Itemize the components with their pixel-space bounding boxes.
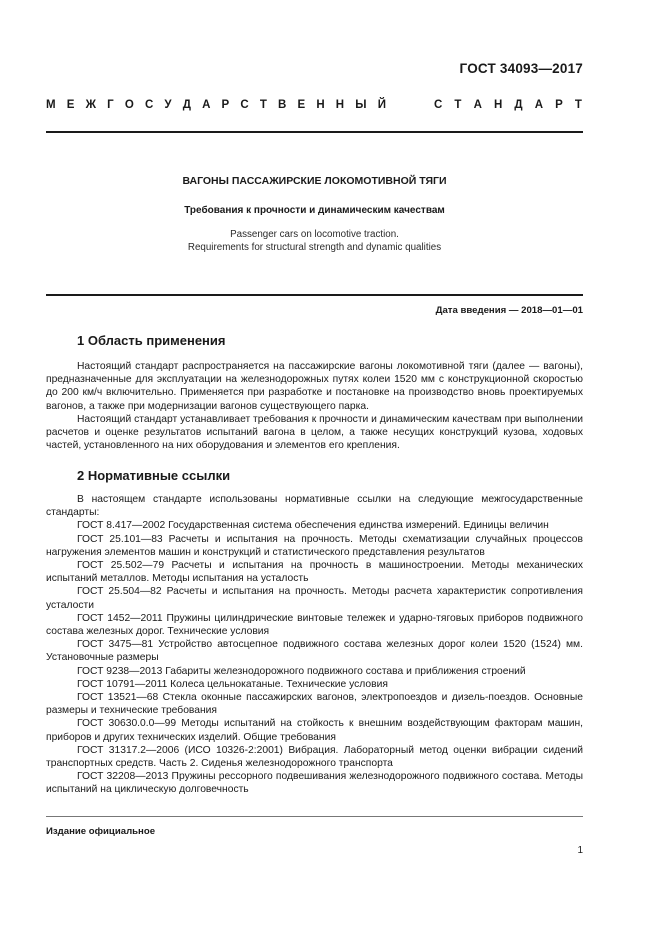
reference-item: ГОСТ 25.502—79 Расчеты и испытания на прочность в машиностроении. Методы механических испытаний металлов. Методы испытания на усталость [46, 560, 583, 585]
section-1-heading: 1 Область применения [77, 333, 226, 348]
banner-letter: Е [297, 99, 306, 111]
document-subtitle: Требования к прочности и динамическим качествам [184, 205, 445, 216]
banner-letter: В [278, 99, 287, 111]
banner-letter: Р [221, 99, 230, 111]
reference-item: ГОСТ 31317.2—2006 (ИСО 10326-2:2001) Вибрация. Лабораторный метод оценки вибрации сидений транспортных средств. Часть 2. Сиденья железнодорожного транспорта [46, 744, 583, 770]
banner-letter: Т [454, 99, 462, 111]
english-title-line1: Passenger cars on locomotive traction. [230, 229, 399, 240]
reference-item: ГОСТ 3475—81 Устройство автосцепное подвижного состава железных дорог колеи 1520 (1524) мм. Установочные размеры [46, 639, 583, 664]
title-rule [46, 294, 583, 296]
banner-letter: Т [259, 99, 267, 111]
english-title [46, 229, 583, 254]
gost-code: ГОСТ 34093—2017 [459, 61, 583, 76]
banner-letter: О [124, 99, 134, 111]
banner-letter: Н [316, 99, 325, 111]
banner-word-interstate [46, 99, 386, 111]
reference-item: ГОСТ 30630.0.0—99 Методы испытаний на стойкость к внешним воздействующим факторам машин, приборов и других технических изделий. Общие требования [46, 718, 583, 743]
banner-letter: А [473, 99, 482, 111]
reference-item: ГОСТ 25.504—82 Расчеты и испытания на прочность. Методы расчета характеристик сопротивления усталости [46, 586, 583, 611]
banner-letter: А [202, 99, 211, 111]
english-title-line2: Requirements for structural strength and dynamic qualities [187, 241, 442, 253]
page-number: 1 [577, 845, 583, 856]
banner-word-standard [434, 99, 582, 111]
banner-letter: Н [335, 99, 345, 111]
banner-letter: Г [107, 99, 114, 111]
official-edition-label: Издание официальное [46, 826, 156, 837]
footer-rule [46, 816, 583, 817]
banner-letter: Н [493, 99, 503, 111]
paragraph: В настоящем стандарте использованы нормативные ссылки на следующие межгосударственные стандарты: [46, 494, 583, 519]
reference-item: ГОСТ 13521—68 Стекла оконные пассажирских вагонов, электропоездов и дизель-поездов. Основные размеры и технические требования [46, 692, 583, 717]
header-rule [46, 131, 583, 133]
reference-item: ГОСТ 25.101—83 Расчеты и испытания на прочность. Методы схематизации случайных процессов нагружения элементов машин и конструкций и статистического представления результатов [46, 533, 583, 558]
banner-letter: Ж [85, 99, 96, 111]
interstate-standard-banner [46, 99, 582, 111]
banner-letter: А [534, 99, 544, 111]
banner-letter: С [240, 99, 249, 111]
banner-letter: Д [182, 99, 191, 111]
document-title: ВАГОНЫ ПАССАЖИРСКИЕ ЛОКОМОТИВНОЙ ТЯГИ [182, 175, 447, 187]
banner-letter: С [434, 99, 443, 111]
reference-item: ГОСТ 1452—2011 Пружины цилиндрические винтовые тележек и ударно-тяговых приборов подвижного состава железных дорог. Технические условия [46, 612, 583, 638]
section-2-body [46, 493, 583, 797]
reference-item: ГОСТ 10791—2011 Колеса цельнокатаные. Технические условия [77, 678, 388, 690]
reference-item: ГОСТ 9238—2013 Габариты железнодорожного подвижного состава и приближения строений [77, 665, 526, 677]
banner-letter: М [46, 99, 56, 111]
paragraph: Настоящий стандарт распространяется на пассажирские вагоны локомотивной тяги (далее — вагоны), предназначенные для эксплуатации на железнодорожных путях колеи 1520 мм с конструкционной скоростью до 200 км/ч включительно. Применяется при разработке и постановке на производство вновь проектируемых вагонов, а также при модернизации вагонов существующего парка. [46, 361, 583, 412]
reference-item: ГОСТ 32208—2013 Пружины рессорного подвешивания железнодорожного подвижного состава. Методы испытаний на циклическую долговечность [46, 771, 583, 796]
banner-letter: Й [377, 99, 386, 111]
section-1-body [46, 360, 583, 452]
reference-item: ГОСТ 8.417—2002 Государственная система обеспечения единства измерений. Единицы величин [77, 520, 549, 532]
banner-letter: Д [514, 99, 523, 111]
banner-letter: Ы [355, 99, 367, 111]
banner-letter: Т [574, 99, 582, 111]
banner-letter: Р [555, 99, 563, 111]
date-of-introduction: Дата введения — 2018—01—01 [435, 305, 583, 316]
banner-letter: У [164, 99, 172, 111]
section-2-heading: 2 Нормативные ссылки [77, 468, 231, 483]
paragraph: Настоящий стандарт устанавливает требования к прочности и динамическим качествам при выполнении расчетов и оценке результатов испытаний вагона в целом, а также несущих конструкций кузова, ходовых частей, установленного на них оборудования и элементов его крепления. [46, 413, 583, 452]
banner-letter: С [144, 99, 154, 111]
banner-letter: Е [66, 99, 75, 111]
